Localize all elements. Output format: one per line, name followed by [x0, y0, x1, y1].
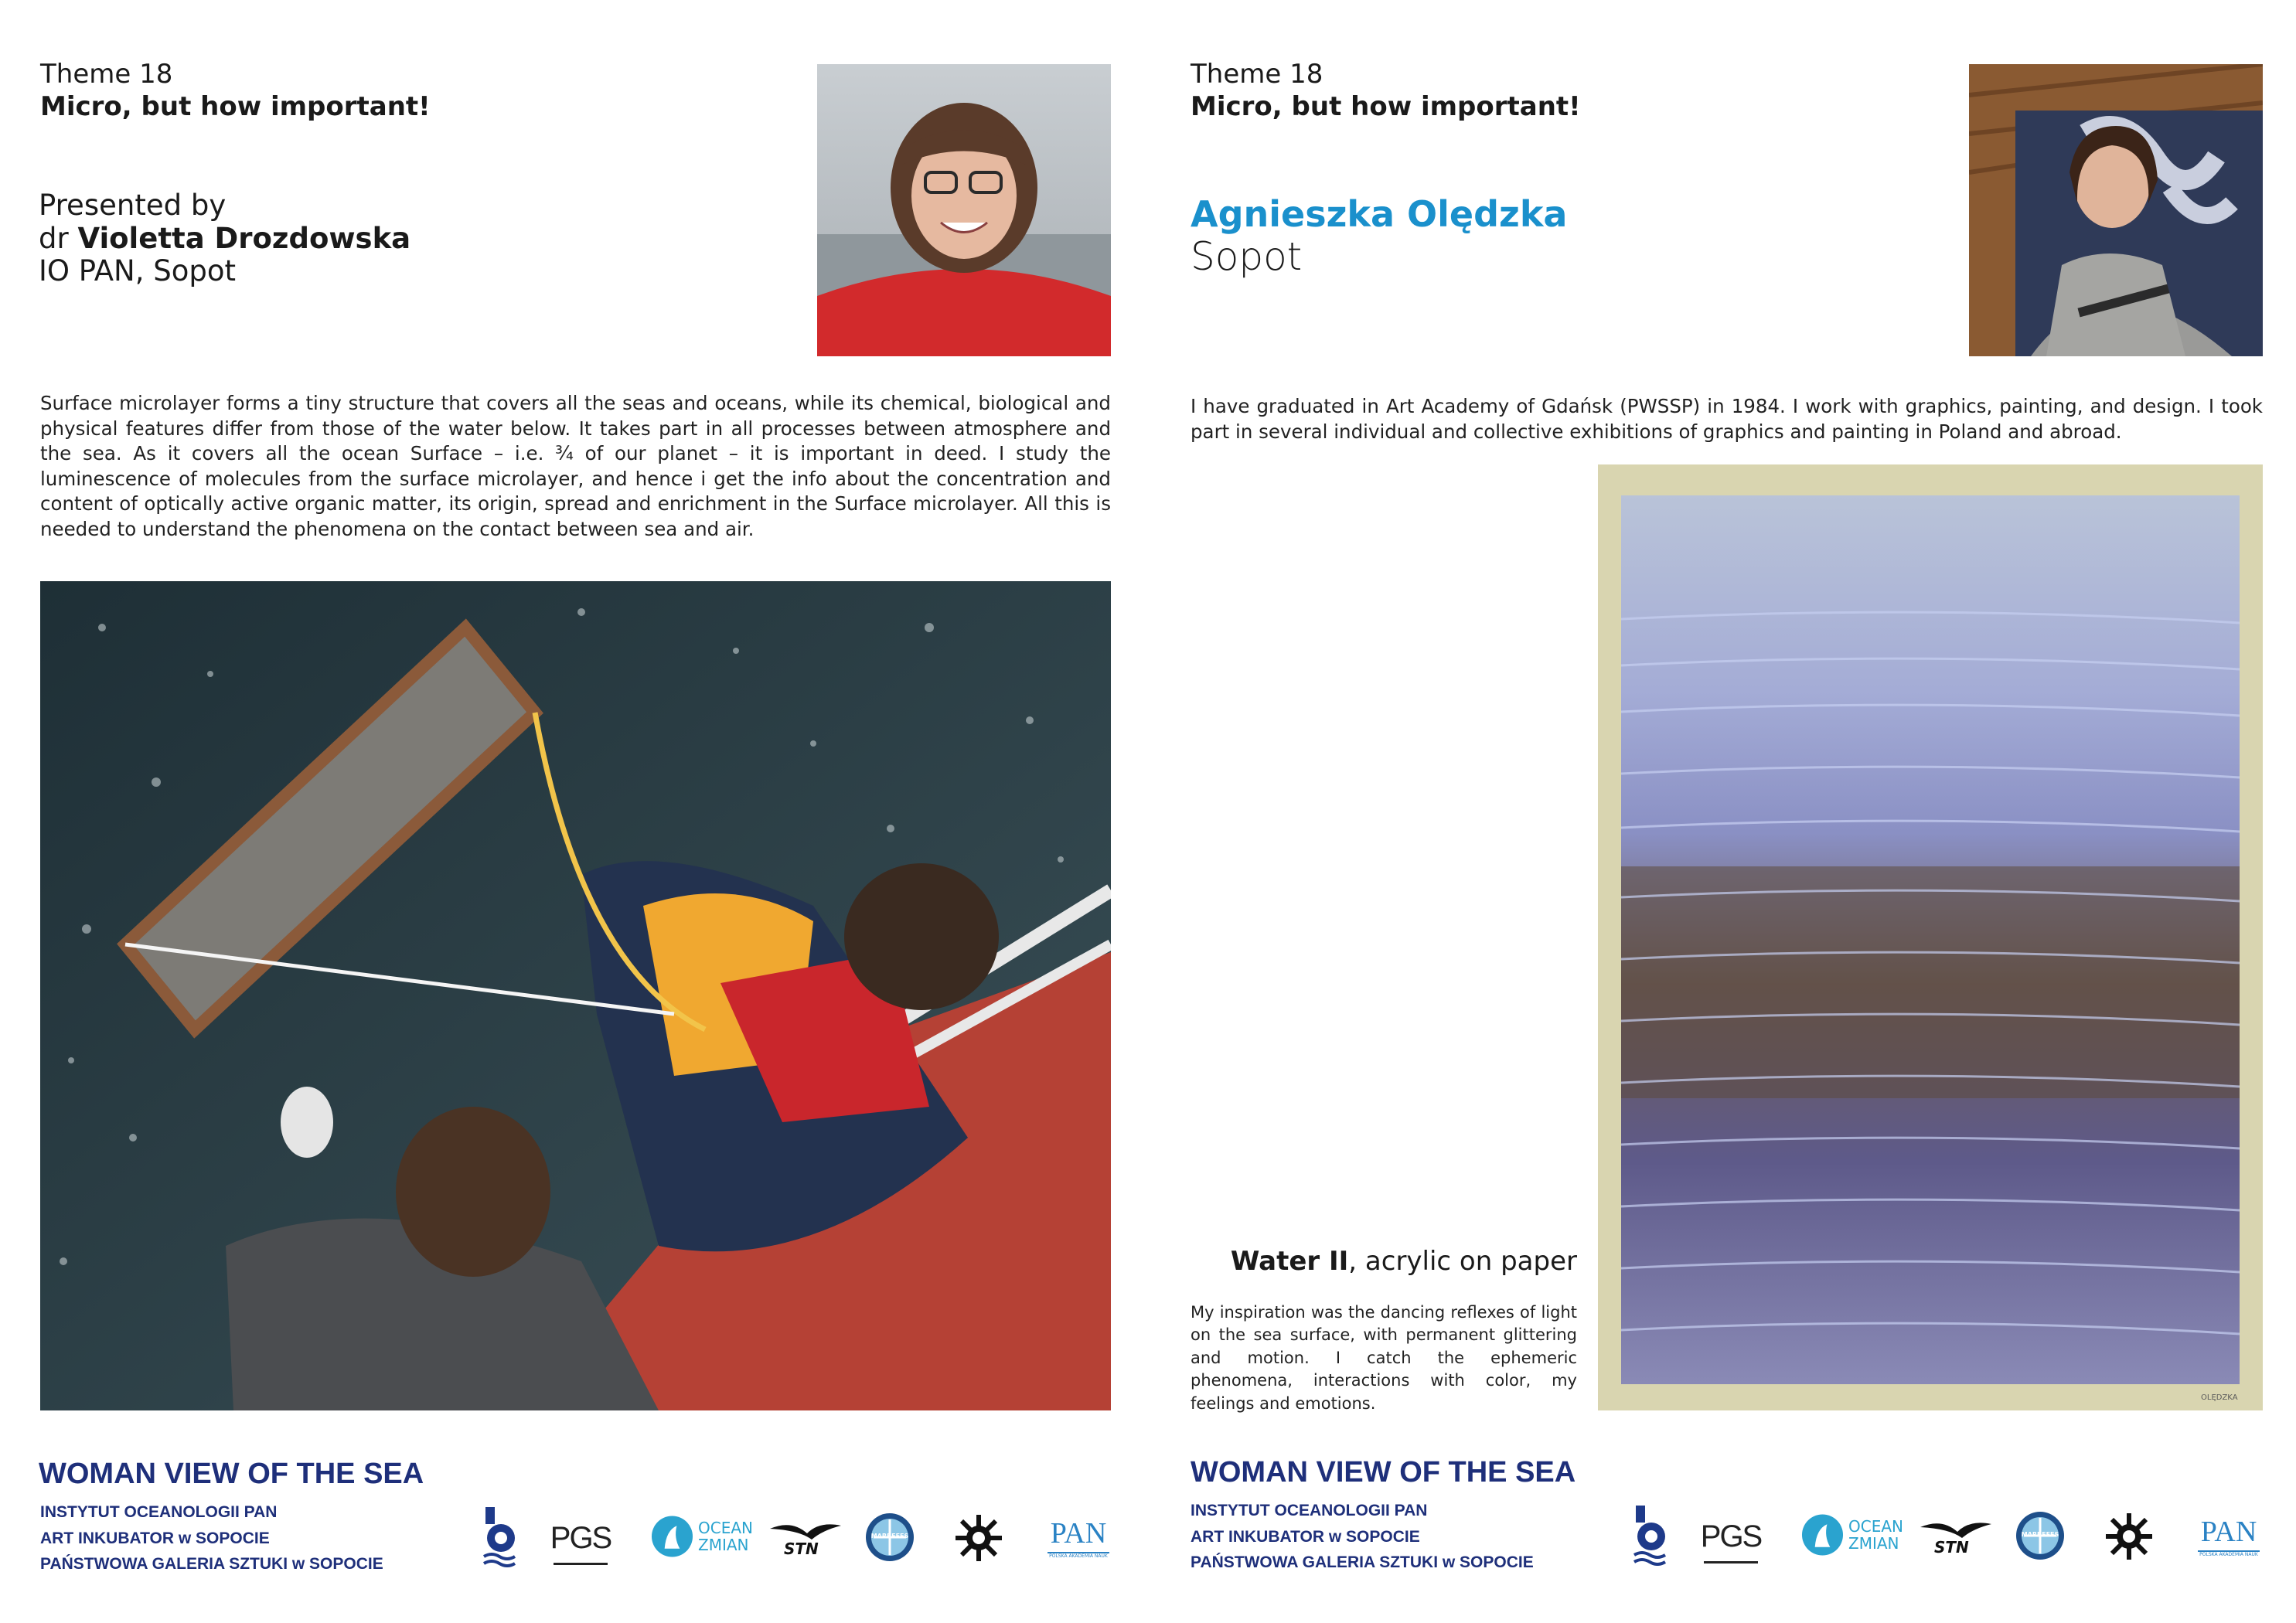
theme-title: Micro, but how important! [40, 91, 431, 122]
marbefes-text: MARBEFES [870, 1533, 909, 1540]
theme-number: Theme 18 [40, 59, 173, 90]
artwork-painting [1598, 464, 2263, 1410]
pgs-logo-text: PGS [1700, 1519, 1762, 1553]
artist-bio: I have graduated in Art Academy of Gdańsk (PWSSP) in 1984. I work with graphics, painting, and design. I took part in several individual and collective exhibitions of graphics and painting in Poland and abroad. [1191, 395, 2263, 443]
artwork-medium: , acrylic on paper [1348, 1246, 1577, 1277]
pan-logo [2196, 1509, 2262, 1563]
stn-text: STN [1934, 1538, 1969, 1557]
presenter-name-line [39, 223, 410, 256]
pan-text: PAN [2200, 1515, 2257, 1548]
pan-text: PAN [1050, 1516, 1107, 1550]
sun-logo-icon [2104, 1512, 2154, 1561]
artist-portrait-photo [1969, 64, 2263, 356]
presented-by-label: Presented by [39, 189, 227, 222]
pgs-logo [1700, 1512, 1762, 1563]
zmian-text: ZMIAN [1848, 1534, 1899, 1553]
presenter-affiliation: IO PAN, Sopot [39, 254, 237, 288]
marbefes-logo [864, 1512, 915, 1563]
painting-signature: OLĘDZKA [2201, 1393, 2238, 1402]
presenter-portrait-photo [817, 64, 1111, 356]
pgs-logo-text: PGS [550, 1520, 611, 1555]
presenter-block [39, 189, 410, 288]
pan-logo [1045, 1510, 1112, 1564]
artist-city: Sopot [1191, 234, 1303, 279]
artwork-caption [1191, 1246, 1577, 1277]
presenter-prefix: dr [39, 221, 78, 255]
research-description: Surface microlayer forms a tiny structure that covers all the seas and oceans, while its chemical, biological and physical features differ from those of the water below. It takes part in all processes between atmosphere and the sea. As it covers all the ocean Surface – i.e. ¾ of our planet – it is important in deed. I study the luminescence of molecules from the surface microlayer, and hence i get the info about the concentration and content of optically active organic matter, its origin, spread and enrichment in the Surface microlayer. All this is needed to understand the phenomena on the contact between sea and air. [40, 392, 1111, 540]
io-pan-logo-icon [481, 1506, 519, 1567]
presenter-name: Violetta Drozdowska [77, 221, 411, 255]
ocean-zmian-logo [651, 1513, 753, 1560]
footer-institutions [40, 1499, 383, 1577]
footer-institutions [1191, 1498, 1534, 1576]
ocean-zmian-icon [1801, 1513, 1844, 1557]
footer-title: WOMAN VIEW OF THE SEA [1191, 1456, 1576, 1489]
footer-line-3: PAŃSTWOWA GALERIA SZTUKI w SOPOCIE [1191, 1553, 1534, 1572]
ocean-text: OCEAN [698, 1519, 753, 1537]
sun-logo-icon [954, 1513, 1003, 1563]
ocean-zmian-icon [651, 1515, 693, 1558]
ocean-text: OCEAN [1848, 1517, 1903, 1536]
theme-title: Micro, but how important! [1191, 91, 1581, 122]
footer-line-2: ART INKUBATOR w SOPOCIE [1191, 1527, 1420, 1546]
artwork-description: My inspiration was the dancing reflexes of light on the sea surface, with permanent glittering and motion. I catch the ephemeric phenomena, interactions with color, my feelings and emotions. [1191, 1303, 1577, 1413]
research-photo [40, 581, 1111, 1410]
pan-subtext: POLSKA AKADEMIA NAUK [1049, 1553, 1108, 1559]
footer-line-2: ART INKUBATOR w SOPOCIE [40, 1529, 270, 1547]
theme-number: Theme 18 [1191, 59, 1323, 90]
footer-line-1: INSTYTUT OCEANOLOGII PAN [40, 1503, 278, 1521]
pgs-logo [550, 1513, 611, 1565]
io-pan-logo-icon [1631, 1504, 1670, 1566]
artist-name: Agnieszka Olędzka [1191, 193, 1568, 235]
marbefes-logo [2015, 1510, 2066, 1561]
artwork-title: Water II [1230, 1246, 1349, 1277]
marbefes-text: MARBEFES [2021, 1531, 2059, 1538]
ocean-zmian-logo [1801, 1512, 1903, 1558]
footer-line-3: PAŃSTWOWA GALERIA SZTUKI w SOPOCIE [40, 1555, 383, 1574]
zmian-text: ZMIAN [698, 1536, 749, 1554]
footer-title: WOMAN VIEW OF THE SEA [39, 1458, 424, 1490]
footer-line-1: INSTYTUT OCEANOLOGII PAN [1191, 1502, 1428, 1519]
stn-logo [1919, 1512, 1993, 1558]
stn-logo [768, 1513, 843, 1560]
pan-subtext: POLSKA AKADEMIA NAUK [2199, 1551, 2258, 1557]
stn-text: STN [784, 1540, 819, 1558]
